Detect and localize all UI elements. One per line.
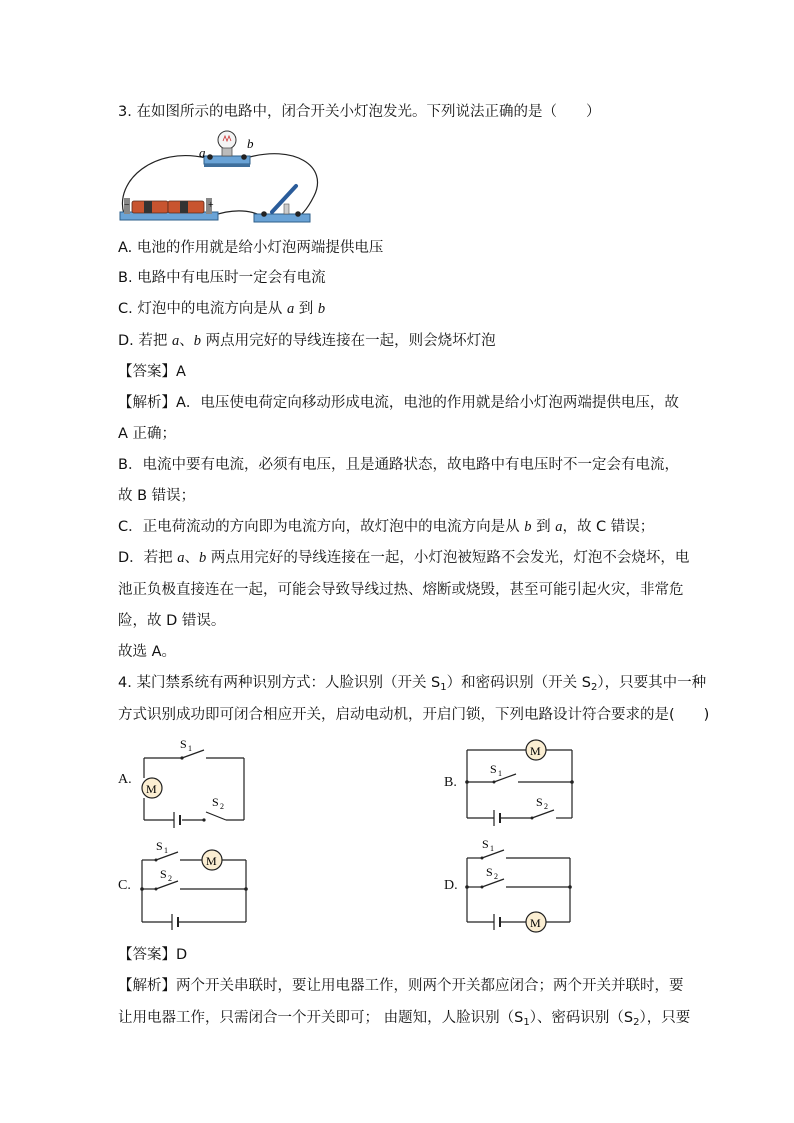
label-minus: − [124, 200, 130, 211]
q4-label-d: D. [444, 878, 458, 893]
q3-explanation-8 [118, 611, 225, 631]
q4-circuit-c [134, 836, 254, 934]
q3-option-b-text: B. 电路中有电压时一定会有电流 [118, 270, 326, 286]
label-a: a [199, 145, 206, 160]
q4-label-c: C. [118, 878, 131, 893]
q3-option-d-post: 两点用完好的导线连接在一起，则会烧坏灯泡 [201, 333, 496, 349]
switch-s1-label: S [156, 839, 163, 853]
q3-explanation-1-text: 【解析】A．电压使电荷定向移动形成电流，电池的作用就是给小灯泡两端提供电压，故 [118, 395, 679, 411]
q3-explanation-8-text: 险，故 D 错误。 [118, 613, 226, 629]
q4-stem-sub-2: 2 [590, 682, 598, 693]
q3-option-c-text: C. 灯泡中的电流方向是从 [118, 301, 287, 317]
switch-s2-label: S [536, 795, 543, 809]
q3-explanation-5-var-a: a [555, 519, 563, 535]
q4-circuit-b [462, 736, 580, 828]
q4-stem-1-post: ），只要其中一种 [597, 675, 707, 691]
q3-explanation-4-text: 故 B 错误； [118, 488, 196, 504]
q3-option-d [118, 331, 496, 351]
motor-label: M [530, 916, 541, 930]
q4-stem-2-text: 方式识别成功即可闭合相应开关，启动电动机，开启门锁，下列电路设计符合要求的是( ) [118, 707, 710, 723]
q3-explanation-2 [118, 424, 176, 444]
q4-explanation-1 [118, 976, 684, 996]
q4-stem-2 [118, 705, 709, 725]
switch-s2-sub: 2 [544, 802, 548, 811]
q3-explanation-7 [118, 580, 684, 600]
switch-s1-label: S [482, 837, 489, 851]
q4-explanation-sub-1: 1 [523, 1017, 530, 1028]
q3-explanation-6-post: 两点用完好的导线连接在一起，小灯泡被短路不会发光，灯泡不会烧坏，电 [206, 550, 690, 566]
q3-option-d-var-a: a [172, 333, 180, 349]
q3-option-d-var-b: b [193, 333, 201, 349]
q3-stem-text: 3. 在如图所示的电路中，闭合开关小灯泡发光。下列说法正确的是（ ） [118, 104, 601, 120]
q3-explanation-5-post: ，故 C 错误； [562, 519, 655, 535]
switch-s1-sub: 1 [490, 844, 494, 853]
q3-explanation-6-sep: 、 [184, 550, 200, 566]
q3-option-d-text: D. 若把 [118, 333, 172, 349]
switch-s2-sub: 2 [168, 874, 172, 883]
switch-s1-sub: 1 [188, 744, 192, 753]
terminal-a [207, 154, 213, 160]
switch-s2-label: S [212, 795, 219, 809]
q4-explanation-1-text: 【解析】两个开关串联时，要让用电器工作，则两个开关都应闭合；两个开关并联时，要 [118, 978, 684, 994]
q4-explanation-2 [118, 1008, 690, 1028]
q3-option-a-text: A. 电池的作用就是给小灯泡两端提供电压 [118, 240, 384, 256]
q3-explanation-4 [118, 486, 195, 506]
q4-circuit-a [134, 736, 254, 836]
q3-explanation-6-text: D．若把 [118, 550, 178, 566]
q3-explanation-3-text: B．电流中要有电流，必须有电压，且是通路状态，故电路中有电压时不一定会有电流， [118, 457, 679, 473]
q3-answer [118, 362, 186, 382]
q3-option-d-sep: 、 [179, 333, 194, 349]
q3-explanation-3 [118, 455, 679, 475]
q3-option-c-var-b: b [317, 301, 326, 317]
switch-s1-label: S [490, 762, 497, 776]
q3-option-c [118, 299, 325, 319]
switch-s2-label: S [160, 867, 167, 881]
q3-explanation-7-text: 池正负极直接连在一起，可能会导致导线过热、熔断或烧毁，甚至可能引起火灾，非常危 [118, 582, 684, 598]
q3-answer-text: 【答案】A [118, 364, 186, 380]
q3-explanation-5-mid: 到 [531, 519, 556, 535]
q4-explanation-sub-2: 2 [633, 1017, 640, 1028]
q3-explanation-6-var-a: a [177, 550, 185, 566]
q3-option-c-var-a: a [286, 301, 295, 317]
q4-answer [118, 945, 187, 965]
q3-explanation-5-text: C．正电荷流动的方向即为电流方向，故灯泡中的电流方向是从 [118, 519, 525, 535]
q4-circuit-d [462, 834, 582, 936]
q3-explanation-2-text: A 正确； [118, 426, 177, 442]
label-b: b [247, 136, 254, 151]
switch-s1-sub: 1 [498, 769, 502, 778]
q4-explanation-2-text: 让用电器工作，只需闭合一个开关即可； 由题知，人脸识别（S [118, 1010, 524, 1026]
q4-label-a: A. [118, 772, 132, 787]
wire-top-right [246, 154, 318, 218]
q3-explanation-5 [118, 517, 654, 537]
terminal-b [241, 154, 247, 160]
switch-s2-label: S [486, 865, 493, 879]
switch-s2-sub: 2 [220, 802, 224, 811]
q3-option-c-mid: 到 [294, 301, 318, 317]
q4-explanation-2-mid: ）、密码识别（S [529, 1010, 634, 1026]
motor-label: M [146, 782, 157, 796]
q3-conclusion-text: 故选 A。 [118, 644, 177, 660]
q3-explanation-6-var-b: b [199, 550, 207, 566]
q3-circuit-figure [114, 126, 324, 226]
q4-stem-1 [118, 673, 706, 693]
q4-answer-text: 【答案】D [118, 947, 188, 963]
motor-label: M [530, 744, 541, 758]
q4-label-b: B. [444, 775, 457, 790]
q4-stem-sub-1: 1 [440, 682, 447, 693]
label-plus: + [208, 200, 214, 211]
q3-explanation-6 [118, 548, 689, 568]
q3-explanation-5-var-b: b [524, 519, 532, 535]
q4-stem-1-mid: ）和密码识别（开关 S [446, 675, 591, 691]
q4-explanation-2-post: ），只要 [639, 1010, 691, 1026]
q3-conclusion [118, 642, 176, 662]
switch-s1-sub: 1 [164, 846, 168, 855]
motor-label: M [206, 854, 217, 868]
switch-s2-sub: 2 [494, 872, 498, 881]
q3-explanation-1 [118, 393, 679, 413]
q3-stem [118, 102, 600, 122]
q3-option-a [118, 238, 383, 258]
switch-s1-label: S [180, 737, 187, 751]
q4-stem-1-text: 4. 某门禁系统有两种识别方式：人脸识别（开关 S [118, 675, 441, 691]
q3-option-b [118, 268, 326, 288]
